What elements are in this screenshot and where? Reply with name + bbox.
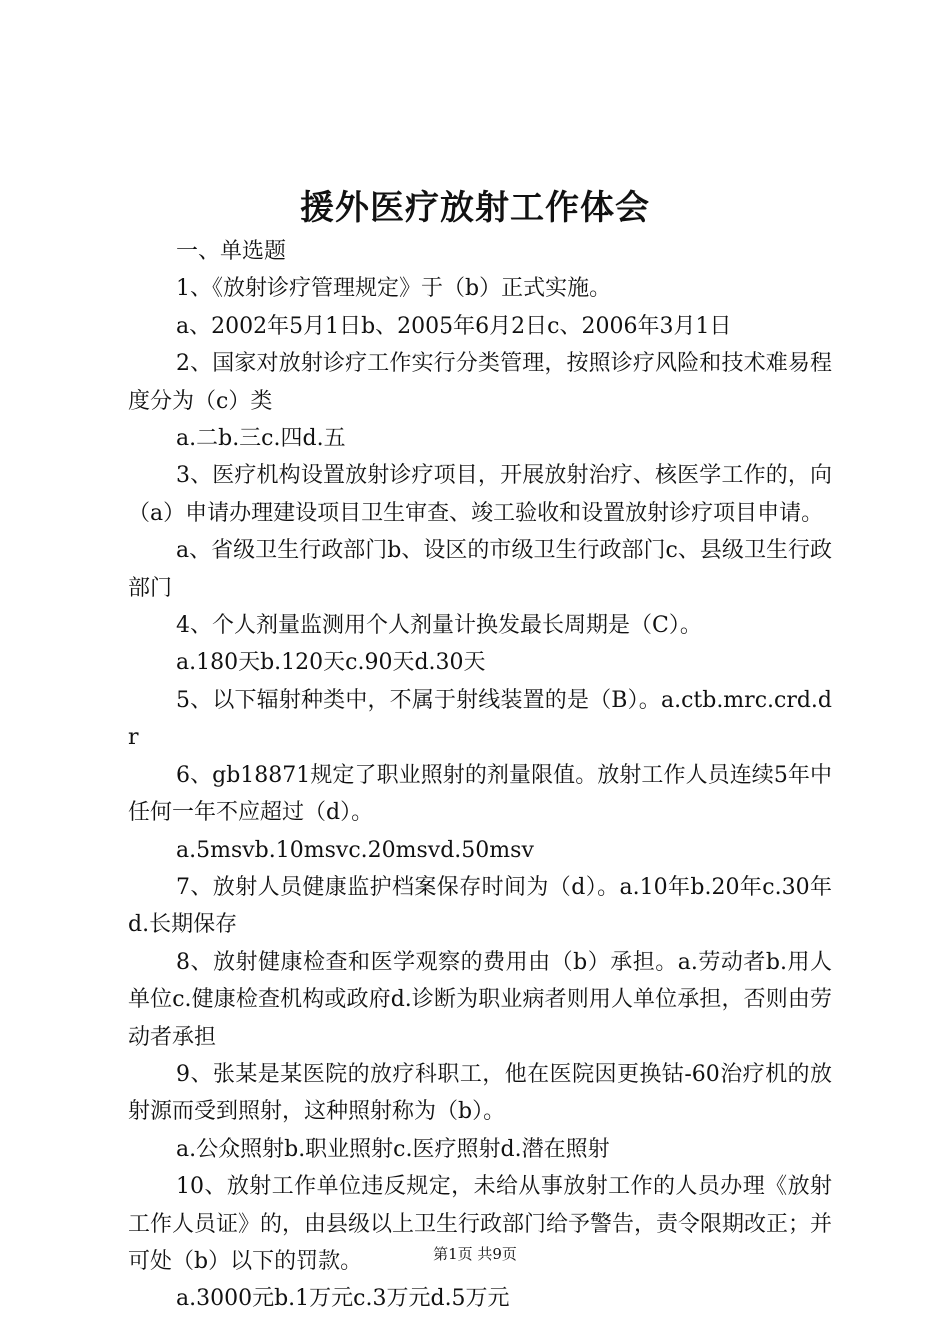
options-3: a、省级卫生行政部门b、设区的市级卫生行政部门c、县级卫生行政部门 <box>128 538 832 601</box>
options-1: a、2002年5月1日b、2005年6月2日c、2006年3月1日 <box>176 313 732 339</box>
question-2: 2、国家对放射诊疗工作实行分类管理，按照诊疗风险和技术难易程度分为（c）类 <box>128 351 832 414</box>
options-10: a.3000元b.1万元c.3万元d.5万元 <box>176 1286 510 1312</box>
question-9: 9、张某是某医院的放疗科职工，他在医院因更换钴-60治疗机的放射源而受到照射，这种照射称为（b）。 <box>128 1061 832 1125</box>
question-6: 6、gb18871规定了职业照射的剂量限值。放射工作人员连续5年中任何一年不应超过（d）。 <box>128 762 832 826</box>
options-4: a.180天b.120天c.90天d.30天 <box>176 650 486 676</box>
question-5: 5、以下辐射种类中，不属于射线装置的是（B）。a.ctb.mrc.crd.dr <box>128 687 832 751</box>
options-6: a.5msvb.10msvc.20msvd.50msv <box>176 837 534 863</box>
options-9: a.公众照射b.职业照射c.医疗照射d.潜在照射 <box>176 1136 610 1162</box>
question-1: 1、《放射诊疗管理规定》于（b）正式实施。 <box>176 276 612 302</box>
question-3: 3、医疗机构设置放射诊疗项目，开展放射治疗、核医学工作的，向（a）申请办理建设项目卫生审查、竣工验收和设置放射诊疗项目申请。 <box>128 463 832 526</box>
section-heading: 一、单选题 <box>176 239 287 264</box>
options-2: a.二b.三c.四d.五 <box>176 426 346 452</box>
document-body <box>128 233 832 1318</box>
question-8: 8、放射健康检查和医学观察的费用由（b）承担。a.劳动者b.用人单位c.健康检查机构或政府d.诊断为职业病者则用人单位承担，否则由劳动者承担 <box>128 949 832 1050</box>
question-4: 4、个人剂量监测用个人剂量计换发最长周期是（C）。 <box>176 613 702 639</box>
document-title: 援外医疗放射工作体会 <box>300 188 650 228</box>
question-7: 7、放射人员健康监护档案保存时间为（d）。a.10年b.20年c.30年d.长期保存 <box>128 874 832 938</box>
question-10: 10、放射工作单位违反规定，未给从事放射工作的人员办理《放射工作人员证》的，由县级以上卫生行政部门给予警告，责令限期改正；并可处（b）以下的罚款。 <box>128 1174 833 1274</box>
page-footer: 第1页 共9页 <box>433 1245 517 1263</box>
